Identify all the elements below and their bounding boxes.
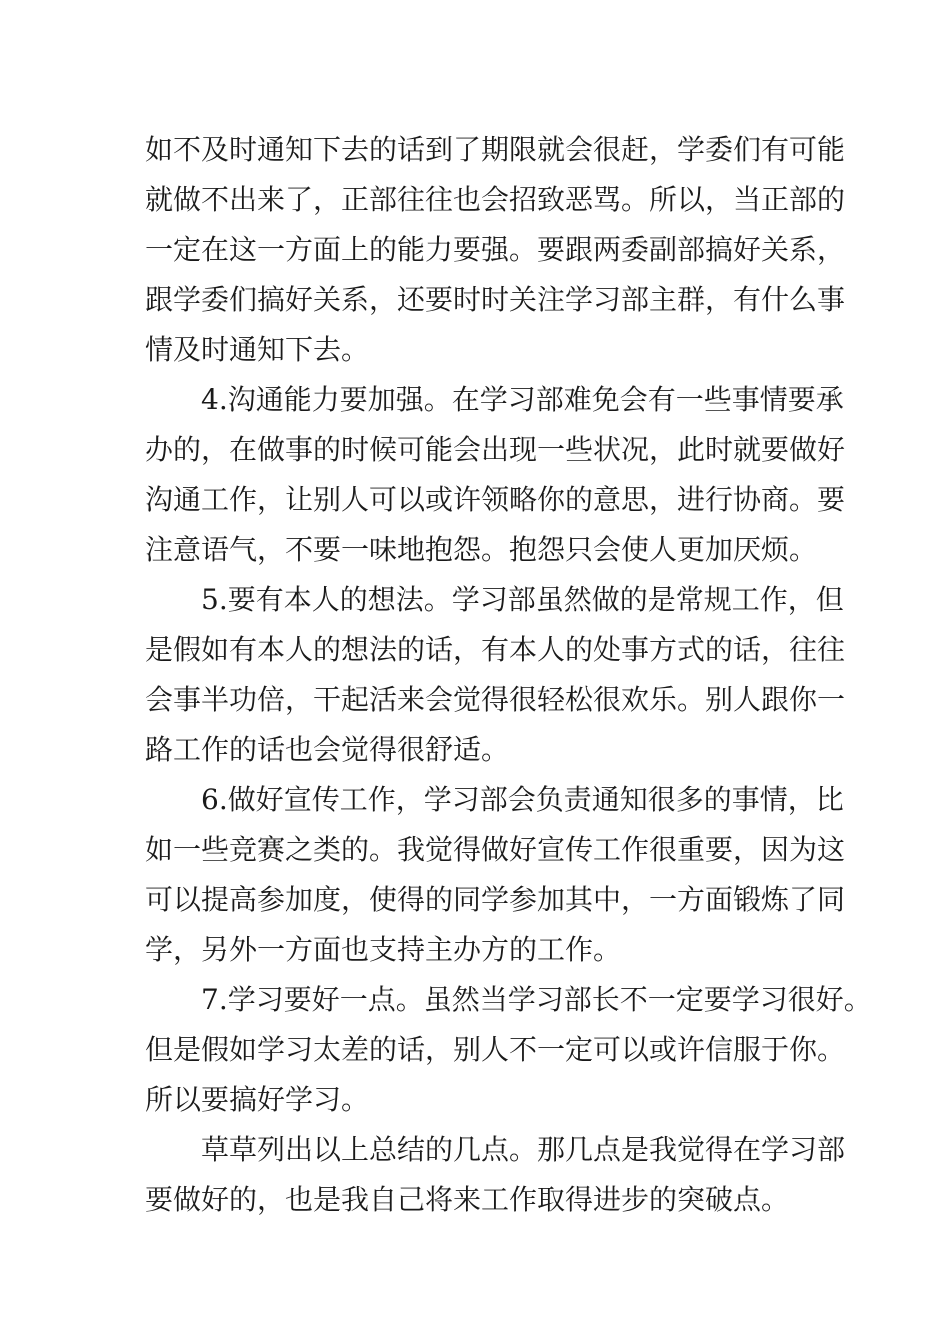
paragraph-start-line: 5.要有本人的想法。学习部虽然做的是常规工作，但 bbox=[201, 583, 844, 616]
text-line: 学，另外一方面也支持主办方的工作。 bbox=[145, 933, 622, 966]
text-line: 就做不出来了，正部往往也会招致恶骂。所以，当正部的 bbox=[145, 183, 846, 216]
text-line: 所以要搞好学习。 bbox=[145, 1083, 370, 1116]
text-line: 跟学委们搞好关系，还要时时关注学习部主群，有什么事 bbox=[145, 283, 846, 316]
text-line: 如一些竞赛之类的。我觉得做好宣传工作很重要，因为这 bbox=[145, 833, 846, 866]
text-line: 沟通工作，让别人可以或许领略你的意思，进行协商。要 bbox=[145, 483, 846, 516]
paragraph-start-line: 草草列出以上总结的几点。那几点是我觉得在学习部 bbox=[201, 1133, 846, 1166]
paragraph-start-line: 7.学习要好一点。虽然当学习部长不一定要学习很好。 bbox=[201, 983, 872, 1016]
text-line: 注意语气，不要一味地抱怨。抱怨只会使人更加厌烦。 bbox=[145, 533, 818, 566]
text-line: 一定在这一方面上的能力要强。要跟两委副部搞好关系， bbox=[145, 233, 846, 266]
text-line: 可以提高参加度，使得的同学参加其中，一方面锻炼了同 bbox=[145, 883, 846, 916]
text-line: 是假如有本人的想法的话，有本人的处事方式的话，往往 bbox=[145, 633, 846, 666]
text-line: 会事半功倍，干起活来会觉得很轻松很欢乐。别人跟你一 bbox=[145, 683, 846, 716]
document-body bbox=[145, 125, 872, 1225]
text-line: 路工作的话也会觉得很舒适。 bbox=[145, 733, 510, 766]
text-line: 但是假如学习太差的话，别人不一定可以或许信服于你。 bbox=[145, 1033, 846, 1066]
text-line: 办的，在做事的时候可能会出现一些状况，此时就要做好 bbox=[145, 433, 846, 466]
text-line: 要做好的，也是我自己将来工作取得进步的突破点。 bbox=[145, 1183, 790, 1216]
paragraph-start-line: 4.沟通能力要加强。在学习部难免会有一些事情要承 bbox=[201, 383, 844, 416]
paragraph-start-line: 6.做好宣传工作，学习部会负责通知很多的事情，比 bbox=[201, 783, 844, 816]
text-line: 如不及时通知下去的话到了期限就会很赶，学委们有可能 bbox=[145, 133, 846, 166]
text-line: 情及时通知下去。 bbox=[145, 333, 370, 366]
